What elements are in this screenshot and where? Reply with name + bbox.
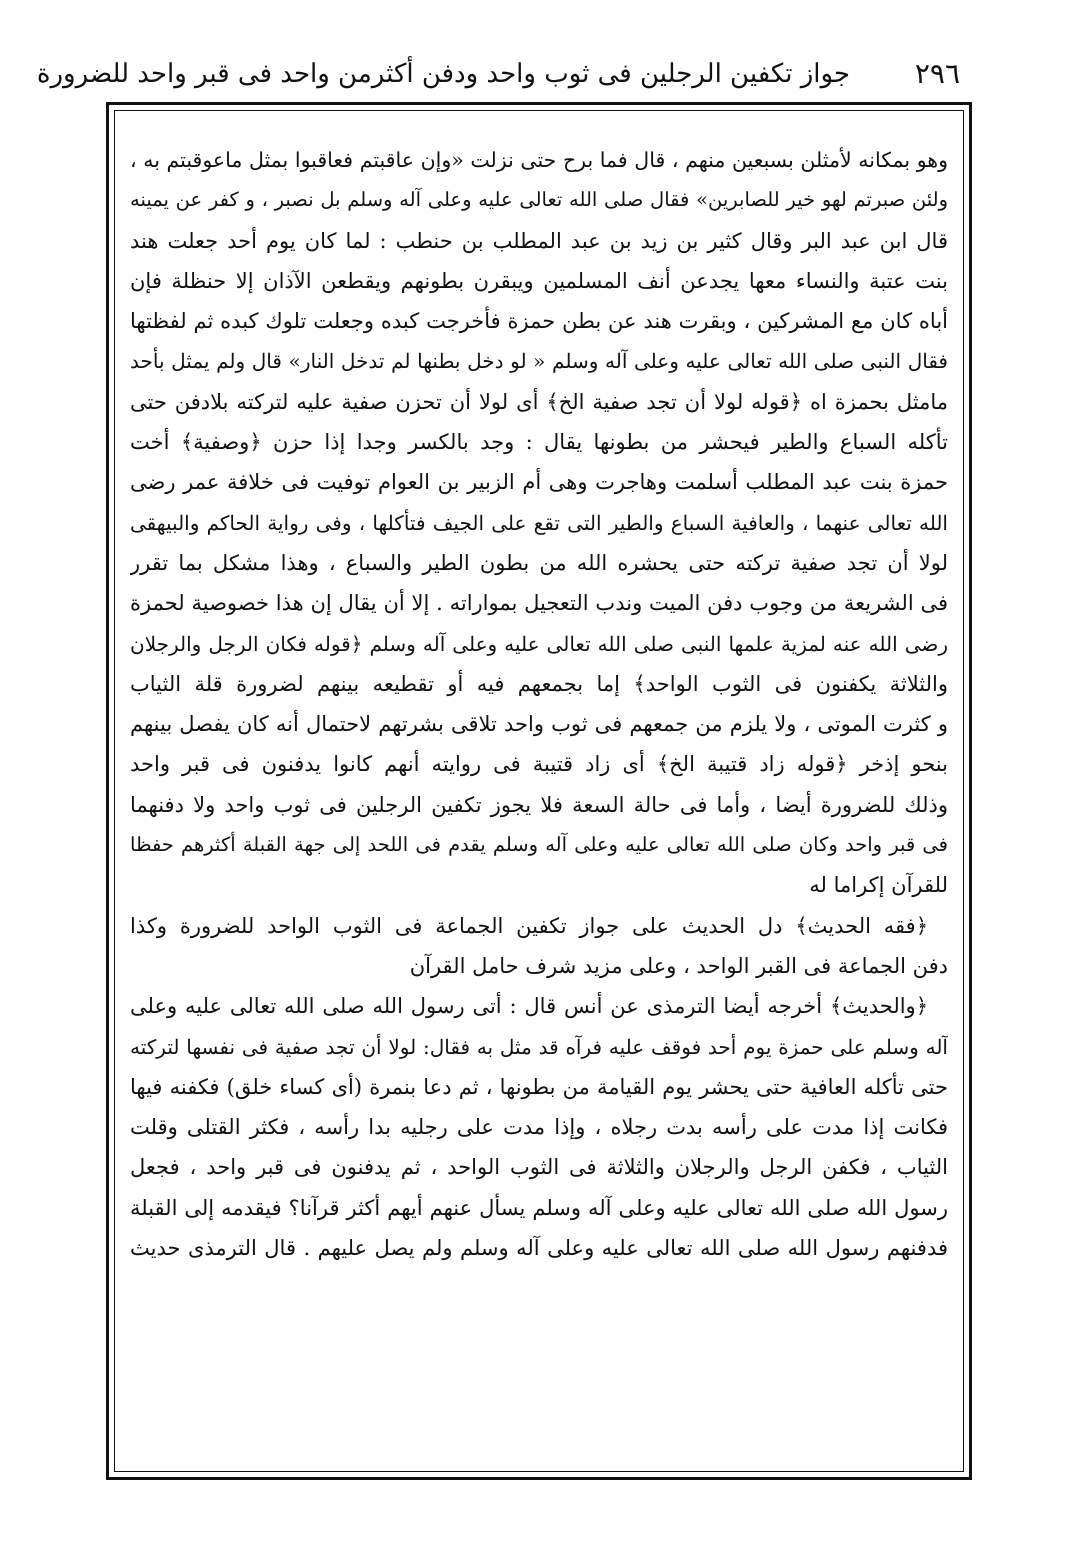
text-line: الثياب ، فكفن الرجل والرجلان والثلاثة فى الثوب الواحد ، ثم يدفنون فى قبر واحد ، فجعل: [130, 1155, 948, 1180]
page-number: ٢٩٦: [914, 57, 960, 90]
text-line: حتى تأكله العافية حتى يحشر يوم القيامة من بطونها ، ثم دعا بنمرة (أى كساء خلق) فكفنه فيها: [130, 1074, 948, 1099]
running-title: جواز تكفين الرجلين فى ثوب واحد ودفن أكثرمن واحد فى قبر واحد للضرورة: [36, 59, 850, 89]
text-line: بنت عتبة والنساء معها يجدعن أنف المسلمين ويبقرن بطونهم ويقطعن الآذان إلا حنظلة فإن: [130, 268, 948, 293]
text-line: للقرآن إكراما له: [809, 873, 948, 898]
text-line: ولئن صبرتم لهو خير للصابرين» فقال صلى الله تعالى عليه وعلى آله وسلم بل نصبر ، و كفر عن يمينه: [130, 188, 948, 212]
text-line: حمزة بنت عبد المطلب أسلمت وهاجرت وهى أم الزبير بن العوام توفيت فى خلافة عمر رضى: [130, 470, 948, 495]
text-line: و كثرت الموتى ، ولا يلزم من جمعهم فى ثوب واحد تلاقى بشرتهم لاحتمال أنه كان يفصل بينهم: [130, 712, 948, 737]
text-line: مامثل بحمزة اه ﴿قوله لولا أن تجد صفية الخ﴾ أى لولا أن تحزن صفية عليه لتركته بلادفن حتى: [130, 389, 948, 414]
text-line: فكانت إذا مدت على رأسه بدت رجلاه ، وإذا مدت على رجليه بدا رأسه ، فكثر القتلى وقلت: [130, 1115, 948, 1140]
text-line: لولا أن تجد صفية تركته حتى يحشره الله من بطون الطير والسباع ، وهذا مشكل بما تقرر: [130, 550, 948, 575]
text-line: وذلك للضرورة أيضا ، وأما فى حالة السعة فلا يجوز تكفين الرجلين فى ثوب واحد ولا دفنهما: [130, 792, 948, 817]
text-line: دفن الجماعة فى القبر الواحد ، وعلى مزيد شرف حامل القرآن: [409, 953, 948, 978]
text-line: تأكله السباع والطير فيحشر من بطونها يقال : وجد بالكسر وجدا إذا حزن ﴿وصفية﴾ أخت: [130, 430, 948, 455]
text-line: فقال النبى صلى الله تعالى عليه وعلى آله وسلم « لو دخل بطنها لم تدخل النار» قال ولم يمثل بأحد: [130, 349, 948, 374]
text-line: فى الشريعة من وجوب دفن الميت وندب التعجيل بمواراته . إلا أن يقال إن هذا خصوصية لحمزة: [130, 591, 948, 616]
text-line: ﴿والحديث﴾ أخرجه أيضا الترمذى عن أنس قال : أتى رسول الله صلى الله تعالى عليه وعلى: [130, 994, 928, 1019]
text-line: أباه كان مع المشركين ، وبقرت هند عن بطن حمزة فأخرجت كبده وجعلت تلوك كبده ثم لفظتها: [130, 309, 948, 334]
text-line: الله تعالى عنهما ، والعافية السباع والطير التى تقع على الجيف فتأكلها ، وفى رواية الحاكم والبيهقى: [130, 510, 948, 535]
text-body: [130, 140, 948, 1470]
text-line: والثلاثة يكفنون فى الثوب الواحد﴾ إما بجمعهم فيه أو تقطيعه بينهم لضرورة قلة الثياب: [130, 671, 948, 696]
text-line: رسول الله صلى الله تعالى عليه وعلى آله وسلم يسأل عنهم أيهم أكثر قرآنا؟ فيقدمه إلى القبلة: [130, 1195, 948, 1220]
text-line: قال ابن عبد البر وقال كثير بن زيد بن عبد المطلب بن حنطب : لما كان يوم أحد جعلت هند: [130, 228, 948, 253]
text-line: فدفنهم رسول الله صلى الله تعالى عليه وعلى آله وسلم ولم يصل عليهم . قال الترمذى حديث: [130, 1236, 948, 1261]
text-line: ﴿فقه الحديث﴾ دل الحديث على جواز تكفين الجماعة فى الثوب الواحد للضرورة وكذا: [130, 913, 928, 938]
text-line: آله وسلم على حمزة يوم أحد فوقف عليه فرآه قد مثل به فقال: لولا أن تجد صفية فى نفسها لتركته: [130, 1034, 948, 1059]
page-header: [36, 54, 960, 98]
text-line: وهو بمكانه لأمثلن بسبعين منهم ، قال فما برح حتى نزلت «وإن عاقبتم فعاقبوا بمثل ماعوقبتم به ،: [130, 148, 948, 172]
text-line: رضى الله عنه لمزية علمها النبى صلى الله تعالى عليه وعلى آله وسلم ﴿قوله فكان الرجل والرجلان: [130, 631, 948, 656]
text-line: فى قبر واحد وكان صلى الله تعالى عليه وعلى آله وسلم يقدم فى اللحد إلى جهة القبلة أكثرهم حفظا: [130, 833, 948, 857]
text-line: بنحو إذخر ﴿قوله زاد قتيبة الخ﴾ أى زاد قتيبة فى روايته أنهم كانوا يدفنون فى قبر واحد: [130, 752, 948, 777]
